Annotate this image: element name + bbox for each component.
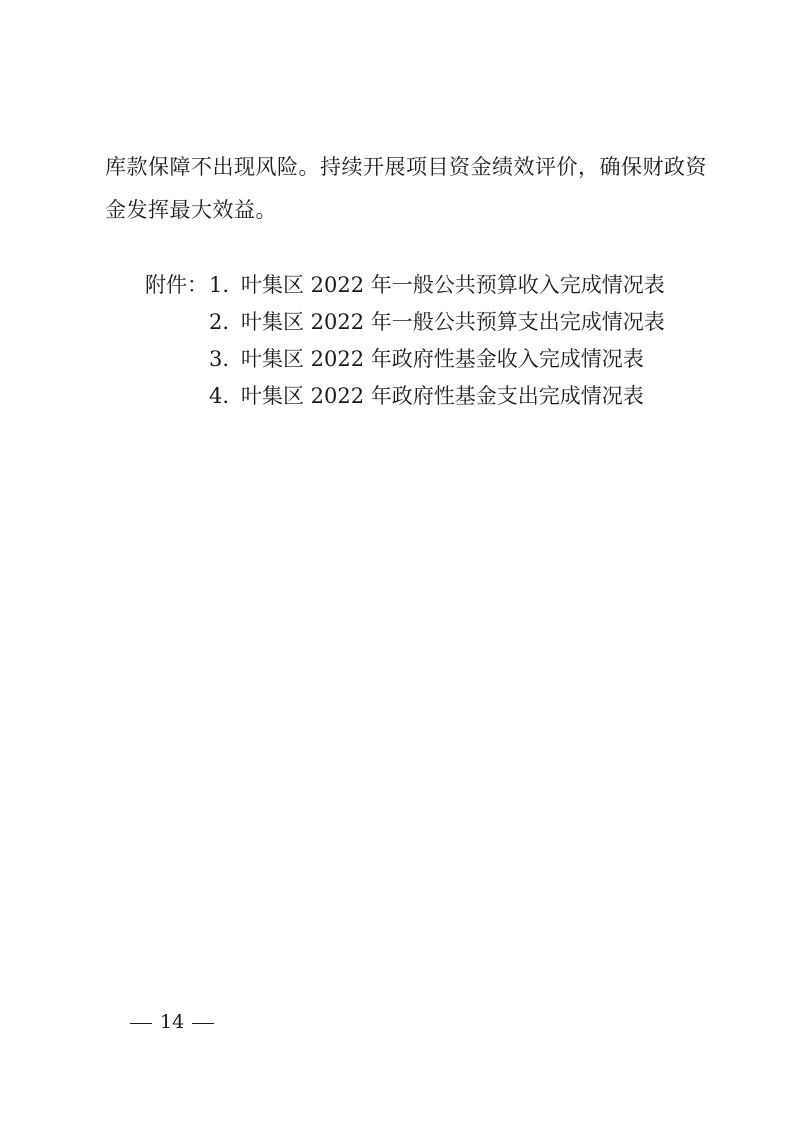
attachment-item [145,304,705,341]
attachment-title: 叶集区 2022 年一般公共预算支出完成情况表 [241,310,665,334]
attachment-item [145,341,705,378]
attachment-number: 3. [209,347,230,371]
body-line: 金发挥最大效益。 [105,198,277,222]
attachment-title: 叶集区 2022 年一般公共预算收入完成情况表 [241,273,665,297]
attachment-number: 1. [209,273,230,297]
dash-right [192,1023,214,1024]
body-line: 库款保障不出现风险。持续开展项目资金绩效评价，确保财政资 [105,155,707,179]
attachment-item [145,267,705,304]
attachments-label: 附件： [145,273,208,297]
page-number-value: 14 [160,1011,185,1033]
page-number [122,1010,222,1034]
attachment-title: 叶集区 2022 年政府性基金收入完成情况表 [241,347,644,371]
attachment-number: 4. [209,384,230,408]
attachment-number: 2. [209,310,230,334]
attachments-list [145,267,705,415]
body-paragraph [105,146,707,232]
attachment-item [145,378,705,415]
dash-left [130,1023,152,1024]
attachment-title: 叶集区 2022 年政府性基金支出完成情况表 [241,384,644,408]
